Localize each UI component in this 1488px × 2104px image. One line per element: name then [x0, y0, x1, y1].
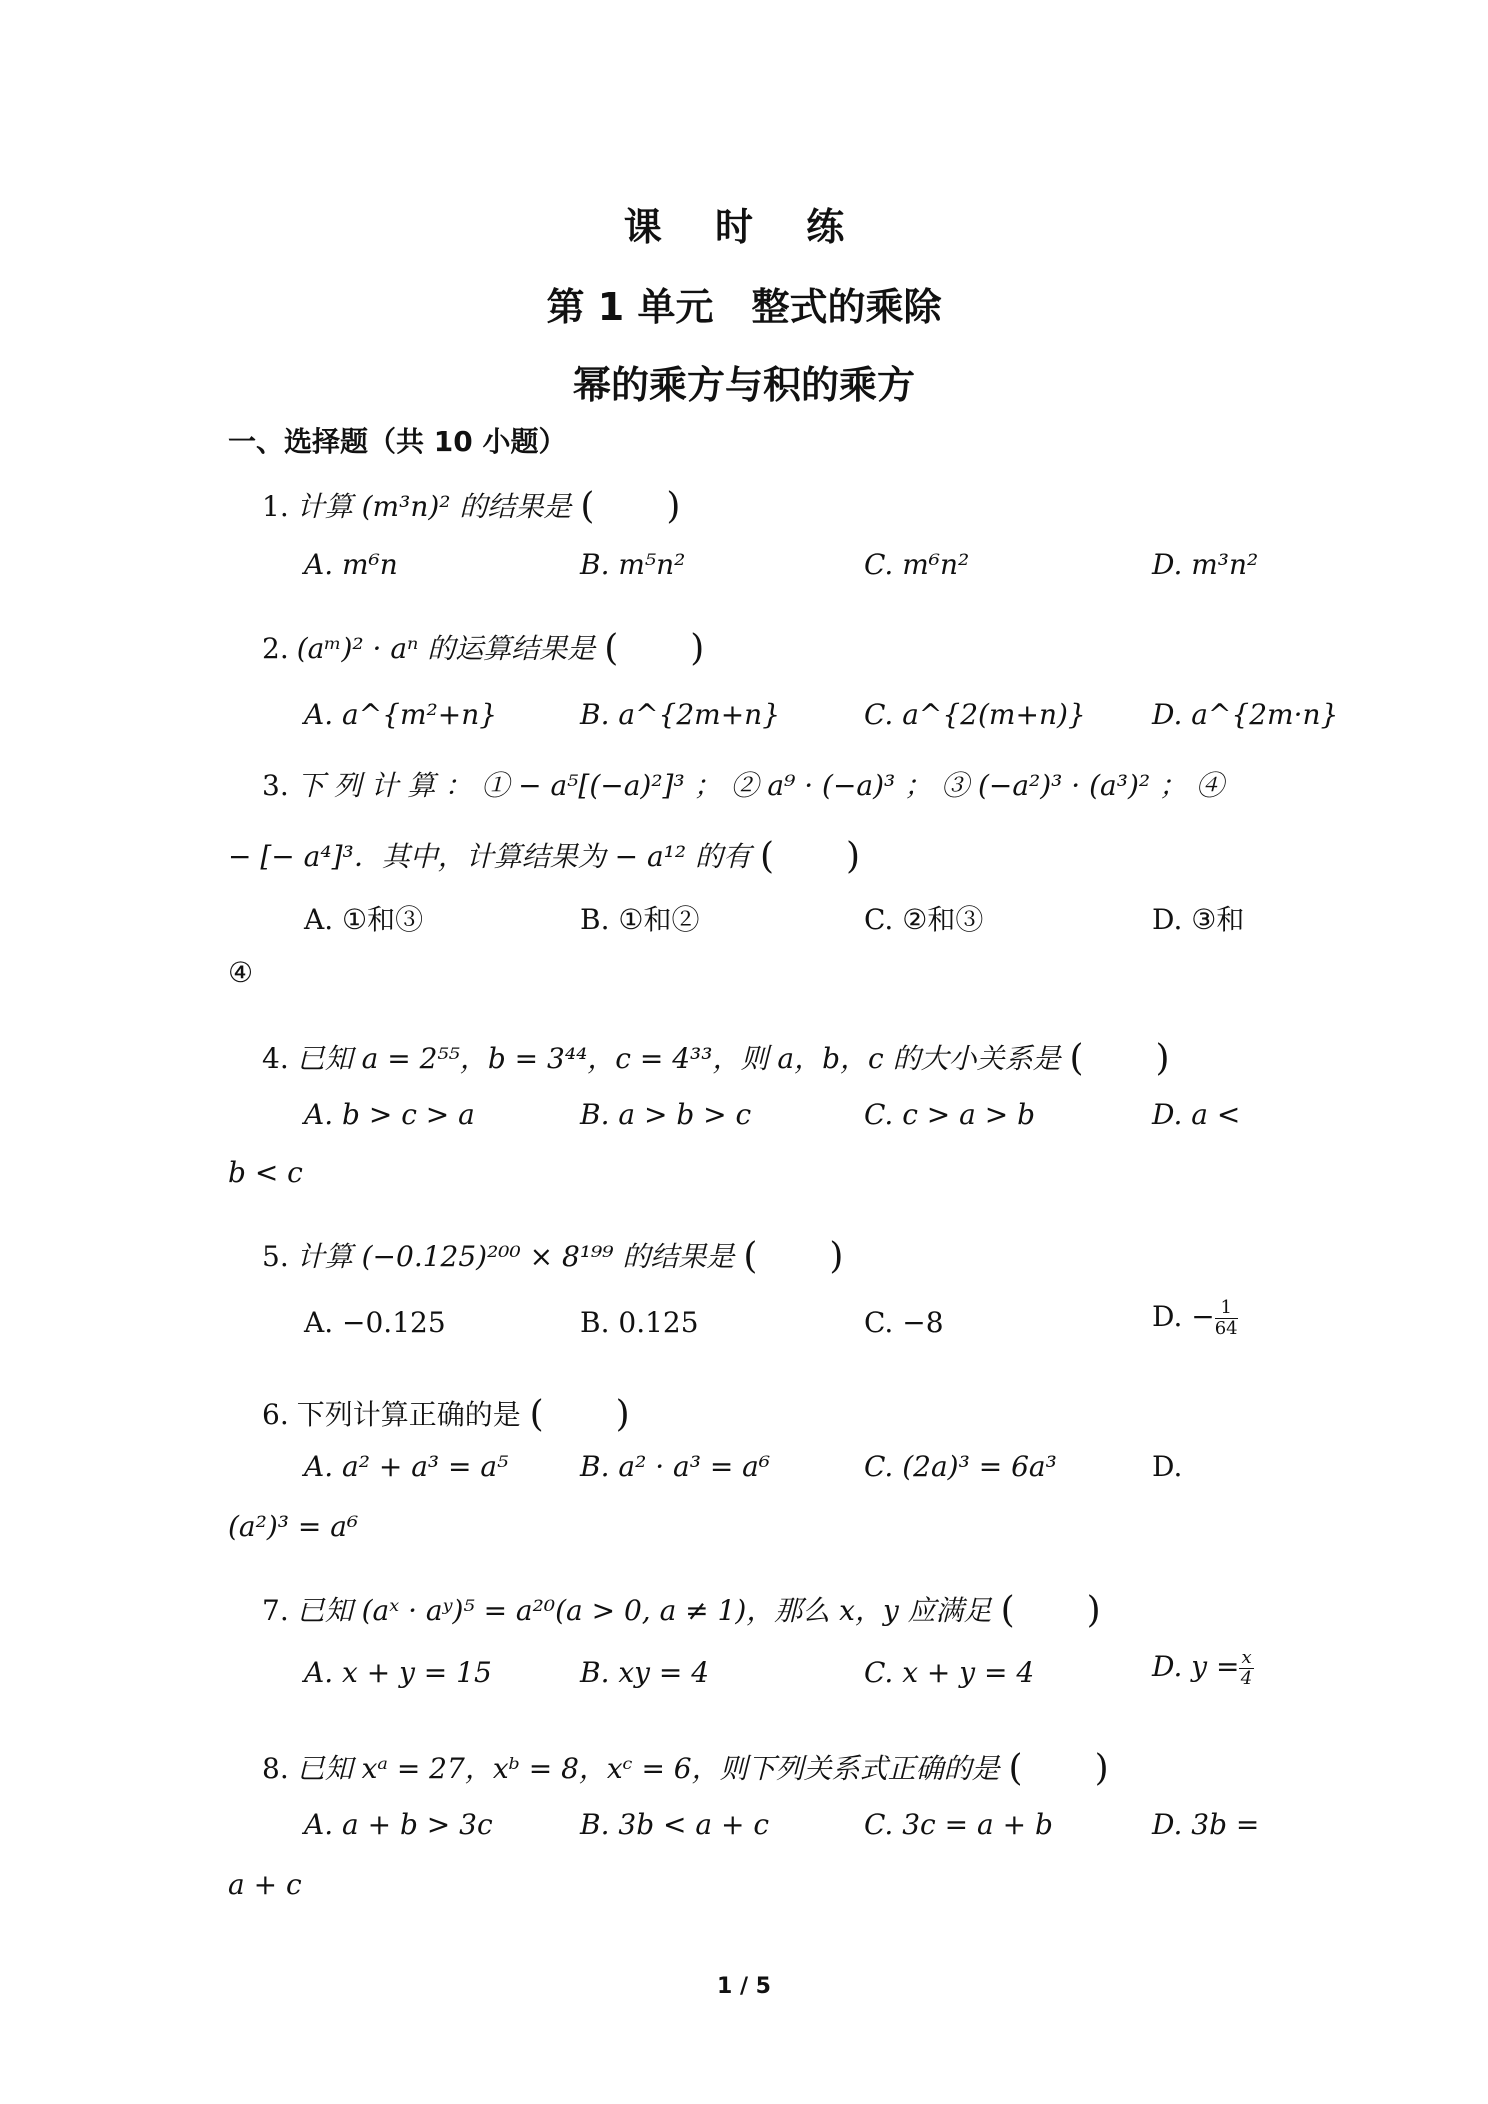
- question-3: 3. 下 列 计 算 ： ① − a⁵[(−a)²]³ ； ② a⁹ · (−a)³ ； ③ (−a²)³ · (a³)² ； ④: [262, 769, 1224, 802]
- page-number: 1 / 5: [717, 1974, 771, 1999]
- answer-blank: ( ): [1008, 1748, 1109, 1789]
- q1-option-b: B. m⁵n²: [580, 548, 686, 581]
- q7-option-a: A. x + y = 15: [304, 1656, 492, 1689]
- answer-blank: ( ): [580, 486, 681, 527]
- answer-blank: ( ): [1069, 1038, 1170, 1079]
- question-3-line2: − [− a⁴]³．其中，计算结果为 − a¹² 的有 ( ): [228, 836, 861, 877]
- question-7: 7. 已知 (aˣ · aʸ)⁵ = a²⁰(a > 0, a ≠ 1)，那么 x，y 应满足 ( ): [262, 1590, 1101, 1631]
- answer-blank: ( ): [1000, 1590, 1101, 1631]
- q4-option-d: D. a <: [1152, 1098, 1241, 1131]
- fraction: $\frac{x}{4}$: [1240, 1647, 1253, 1689]
- question-5: 5. 计算 (−0.125)²⁰⁰ × 8¹⁹⁹ 的结果是 ( ): [262, 1236, 844, 1277]
- q8-option-c: C. 3c = a + b: [864, 1808, 1053, 1841]
- question-4: 4. 已知 a = 2⁵⁵，b = 3⁴⁴，c = 4³³，则 a，b，c 的大小关系是 ( ): [262, 1038, 1170, 1079]
- q8-option-d: D. 3b =: [1152, 1808, 1260, 1841]
- q3-option-a: A. ①和③: [304, 903, 424, 936]
- q3-option-d-wrap: ④: [228, 956, 254, 989]
- q8-option-d-wrap: a + c: [228, 1868, 302, 1901]
- q3-option-c: C. ②和③: [864, 903, 984, 936]
- question-8: 8. 已知 xᵃ = 27，xᵇ = 8，xᶜ = 6，则下列关系式正确的是 ( ): [262, 1748, 1109, 1789]
- q5-option-b: B. 0.125: [580, 1306, 699, 1339]
- q6-option-d-wrap: (a²)³ = a⁶: [228, 1510, 359, 1543]
- q3-option-b: B. ①和②: [580, 903, 700, 936]
- answer-blank: ( ): [604, 628, 705, 669]
- q2-option-a: A. a^{m²+n}: [304, 698, 498, 731]
- unit-title: 第 1 单元 整式的乘除: [546, 285, 942, 329]
- question-6: 6. 下列计算正确的是 ( ): [262, 1394, 630, 1435]
- q1-option-c: C. m⁶n²: [864, 548, 970, 581]
- q2-option-d: D. a^{2m·n}: [1152, 698, 1339, 731]
- q6-option-b: B. a² · a³ = a⁶: [580, 1450, 771, 1483]
- q2-option-c: C. a^{2(m+n)}: [864, 698, 1086, 731]
- q7-option-b: B. xy = 4: [580, 1656, 710, 1689]
- page-title: 课 时 练: [623, 205, 865, 249]
- q4-option-b: B. a > b > c: [580, 1098, 752, 1131]
- q4-option-a: A. b > c > a: [304, 1098, 475, 1131]
- section-heading: 一、选择题（共 10 小题）: [228, 425, 567, 458]
- q6-option-a: A. a² + a³ = a⁵: [304, 1450, 509, 1483]
- fraction: $\frac{1}{64}$: [1214, 1297, 1238, 1339]
- question-2: 2. (aᵐ)² · aⁿ 的运算结果是 ( ): [262, 628, 705, 669]
- q3-option-d: D. ③和: [1152, 903, 1245, 936]
- q5-option-d: D. − $\frac{1}{64}$: [1152, 1297, 1238, 1339]
- q4-option-c: C. c > a > b: [864, 1098, 1036, 1131]
- q8-option-a: A. a + b > 3c: [304, 1808, 493, 1841]
- answer-blank: ( ): [759, 836, 861, 877]
- topic-title: 幂的乘方与积的乘方: [572, 363, 915, 407]
- q2-option-b: B. a^{2m+n}: [580, 698, 781, 731]
- answer-blank: ( ): [743, 1236, 844, 1277]
- q6-option-d: D.: [1152, 1450, 1183, 1483]
- answer-blank: ( ): [529, 1394, 630, 1435]
- question-1: 1. 计算 (m³n)² 的结果是 ( ): [262, 486, 681, 527]
- q7-option-d: D. y = $\frac{x}{4}$: [1152, 1647, 1253, 1689]
- q1-option-a: A. m⁶n: [304, 548, 398, 581]
- q4-option-d-wrap: b < c: [228, 1156, 303, 1189]
- q8-option-b: B. 3b < a + c: [580, 1808, 770, 1841]
- q5-option-c: C. −8: [864, 1306, 944, 1339]
- q1-option-d: D. m³n²: [1152, 548, 1259, 581]
- q5-option-a: A. −0.125: [304, 1306, 446, 1339]
- q6-option-c: C. (2a)³ = 6a³: [864, 1450, 1057, 1483]
- q7-option-c: C. x + y = 4: [864, 1656, 1035, 1689]
